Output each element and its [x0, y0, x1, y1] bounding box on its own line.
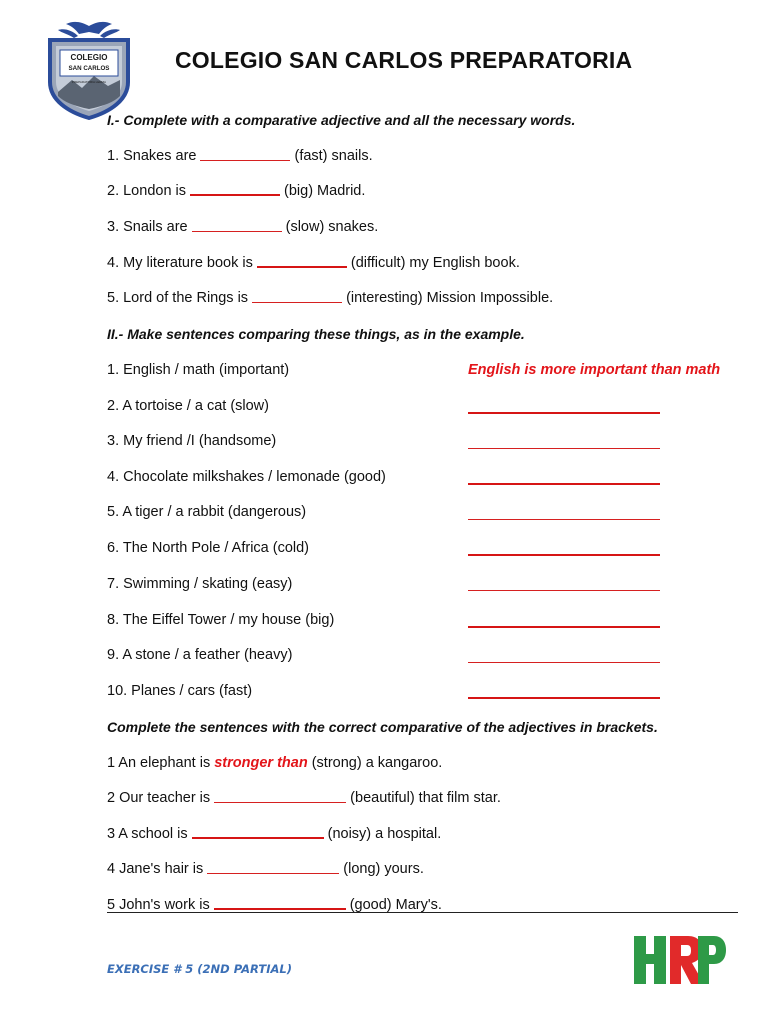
s3-item-2-blank[interactable] — [214, 801, 346, 803]
s2-answer-line-7[interactable] — [468, 590, 660, 591]
crest-line1: COLEGIO — [70, 53, 108, 62]
crest-line2: SAN CARLOS — [68, 65, 110, 72]
s1-item-3 — [107, 219, 378, 235]
s1-item-2-before: 2. London is — [107, 183, 187, 199]
s3-example-after: (strong) a kangaroo. — [311, 755, 443, 771]
school-crest-logo — [44, 20, 134, 120]
s3-item-2-before: 2 Our teacher is — [107, 790, 211, 806]
s2-item-7: 7. Swimming / skating (easy) — [107, 576, 293, 592]
hrp-brand-logo — [634, 934, 726, 986]
s3-item-2 — [107, 790, 501, 806]
section1-heading: I.- Complete with a comparative adjective and all the necessary words. — [107, 112, 576, 128]
s1-item-1 — [107, 148, 373, 164]
s1-item-5-blank[interactable] — [252, 301, 342, 303]
s3-item-3-before: 3 A school is — [107, 826, 188, 842]
s2-item-4: 4. Chocolate milkshakes / lemonade (good) — [107, 469, 386, 485]
s3-item-5-blank[interactable] — [214, 907, 346, 910]
crest-motto: PREPARATORIA LERMA — [71, 80, 107, 84]
s2-item-6: 6. The North Pole / Africa (cold) — [107, 540, 310, 556]
s3-item-3 — [107, 826, 441, 842]
s3-item-4 — [107, 861, 424, 877]
s1-item-4-blank[interactable] — [257, 265, 347, 268]
s1-item-4-before: 4. My literature book is — [107, 255, 253, 271]
s1-item-5 — [107, 290, 553, 306]
s1-item-1-after: (fast) snails. — [294, 148, 373, 164]
s2-item-2: 2. A tortoise / a cat (slow) — [107, 398, 269, 414]
s1-item-2-after: (big) Madrid. — [284, 183, 366, 199]
s2-answer-line-3[interactable] — [468, 448, 660, 449]
s3-item-4-before: 4 Jane's hair is — [107, 861, 204, 877]
s2-item-9: 9. A stone / a feather (heavy) — [107, 647, 293, 663]
s2-answer-line-9[interactable] — [468, 662, 660, 663]
s2-answer-line-10[interactable] — [468, 697, 660, 699]
s2-item-3: 3. My friend /I (handsome) — [107, 433, 277, 449]
s3-item-5-before: 5 John's work is — [107, 897, 210, 913]
section3-heading: Complete the sentences with the correct comparative of the adjectives in brackets. — [107, 719, 658, 735]
exercise-label: EXERCISE # 5 (2ND PARTIAL) — [107, 962, 292, 976]
page-title: COLEGIO SAN CARLOS PREPARATORIA — [175, 47, 633, 73]
s3-item-2-after: (beautiful) that film star. — [350, 790, 501, 806]
s3-example — [107, 755, 442, 771]
s3-item-5-after: (good) Mary's. — [349, 897, 442, 913]
s3-item-3-blank[interactable] — [192, 836, 324, 839]
s2-answer-line-6[interactable] — [468, 554, 660, 556]
s1-item-3-after: (slow) snakes. — [285, 219, 379, 235]
s1-item-2-blank[interactable] — [190, 193, 280, 196]
s3-item-3-after: (noisy) a hospital. — [327, 826, 442, 842]
s1-item-2 — [107, 183, 365, 199]
s3-item-4-after: (long) yours. — [343, 861, 424, 877]
s2-item-5: 5. A tiger / a rabbit (dangerous) — [107, 504, 307, 520]
bottom-rule — [107, 912, 738, 913]
s3-item-4-blank[interactable] — [207, 872, 339, 874]
s2-answer-line-2[interactable] — [468, 412, 660, 414]
s1-item-1-before: 1. Snakes are — [107, 148, 197, 164]
s2-item-8: 8. The Eiffel Tower / my house (big) — [107, 612, 335, 628]
s1-item-3-blank[interactable] — [192, 230, 282, 232]
s1-item-1-blank[interactable] — [200, 159, 290, 161]
s3-example-before: 1 An elephant is — [107, 755, 211, 771]
s3-example-answer: stronger than — [214, 755, 308, 771]
s1-item-3-before: 3. Snails are — [107, 219, 188, 235]
section2-heading: II.- Make sentences comparing these things, as in the example. — [107, 326, 525, 342]
s1-item-5-after: (interesting) Mission Impossible. — [346, 290, 554, 306]
s3-item-5 — [107, 897, 442, 913]
s2-item-1: 1. English / math (important) — [107, 362, 290, 378]
s2-answer-line-8[interactable] — [468, 626, 660, 628]
s2-item-10: 10. Planes / cars (fast) — [107, 683, 253, 699]
s1-item-4-after: (difficult) my English book. — [350, 255, 520, 271]
s2-example-answer: English is more important than math — [468, 362, 721, 378]
s2-answer-line-4[interactable] — [468, 483, 660, 485]
s1-item-5-before: 5. Lord of the Rings is — [107, 290, 249, 306]
s2-answer-line-5[interactable] — [468, 519, 660, 520]
s1-item-4 — [107, 255, 520, 271]
